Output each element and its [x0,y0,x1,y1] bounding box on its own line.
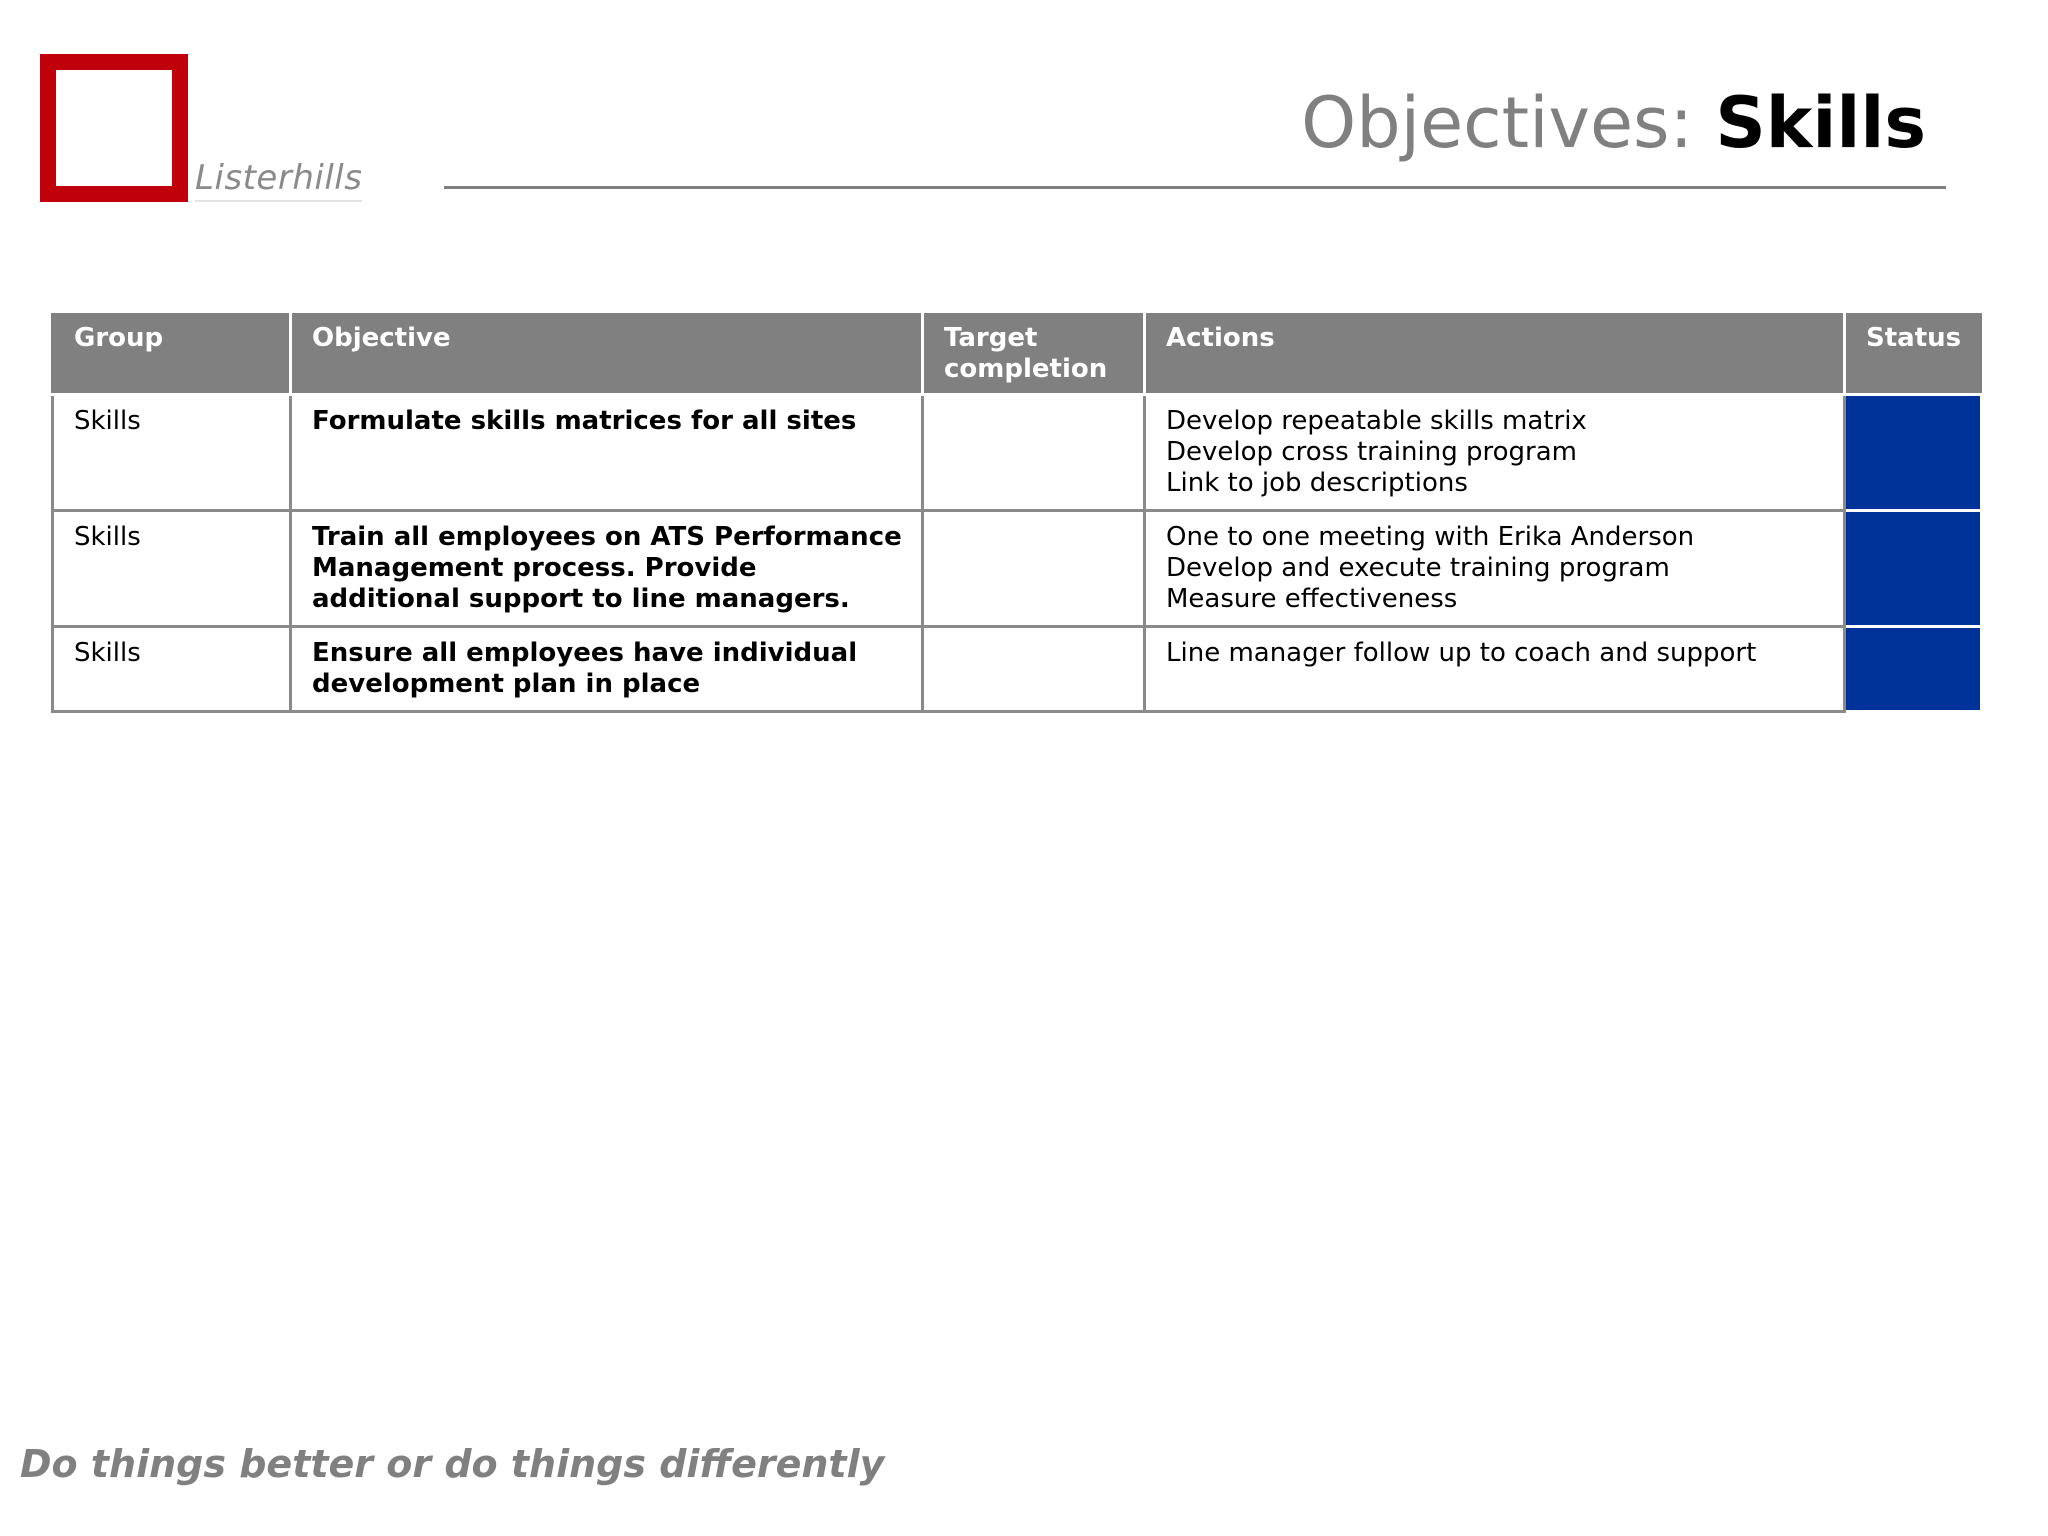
logo-brand-text: Listerhills [195,158,362,202]
objectives-table [51,313,1983,713]
action-item: Link to job descriptions [1166,468,1468,498]
logo-square-icon [40,54,188,202]
status-indicator [1845,627,1982,712]
column-header-objective: Objective [291,313,923,395]
column-header-target-line1: Target [944,323,1038,353]
table-header-row [53,313,1982,395]
column-header-status: Status [1845,313,1982,395]
page-title-emphasis: Skills [1715,82,1926,164]
table-row [53,395,1982,511]
column-header-target-line2: completion [944,354,1108,384]
table-row [53,627,1982,712]
cell-target-completion [923,511,1145,627]
action-item: Develop and execute training program [1166,553,1670,583]
cell-actions [1145,627,1845,712]
cell-target-completion [923,627,1145,712]
page-title [1301,78,1926,168]
status-indicator [1845,395,1982,511]
action-item: Measure effectiveness [1166,584,1458,614]
action-item: Develop cross training program [1166,437,1577,467]
listerhills-logo [40,54,370,209]
page-title-prefix: Objectives: [1301,82,1694,164]
title-divider [444,186,1946,189]
column-header-group: Group [53,313,291,395]
footer-tagline: Do things better or do things differently [20,1442,885,1486]
table-row [53,511,1982,627]
column-header-actions: Actions [1145,313,1845,395]
cell-actions [1145,395,1845,511]
cell-group: Skills [53,511,291,627]
action-item: One to one meeting with Erika Anderson [1166,522,1695,552]
action-item: Develop repeatable skills matrix [1166,406,1587,436]
cell-group: Skills [53,627,291,712]
cell-objective: Formulate skills matrices for all sites [291,395,923,511]
status-indicator [1845,511,1982,627]
cell-actions [1145,511,1845,627]
cell-objective: Ensure all employees have individual development plan in place [291,627,923,712]
cell-objective: Train all employees on ATS Performance Management process. Provide additional support to line managers. [291,511,923,627]
cell-target-completion [923,395,1145,511]
action-item: Line manager follow up to coach and support [1166,638,1757,668]
cell-group: Skills [53,395,291,511]
column-header-target-completion [923,313,1145,395]
